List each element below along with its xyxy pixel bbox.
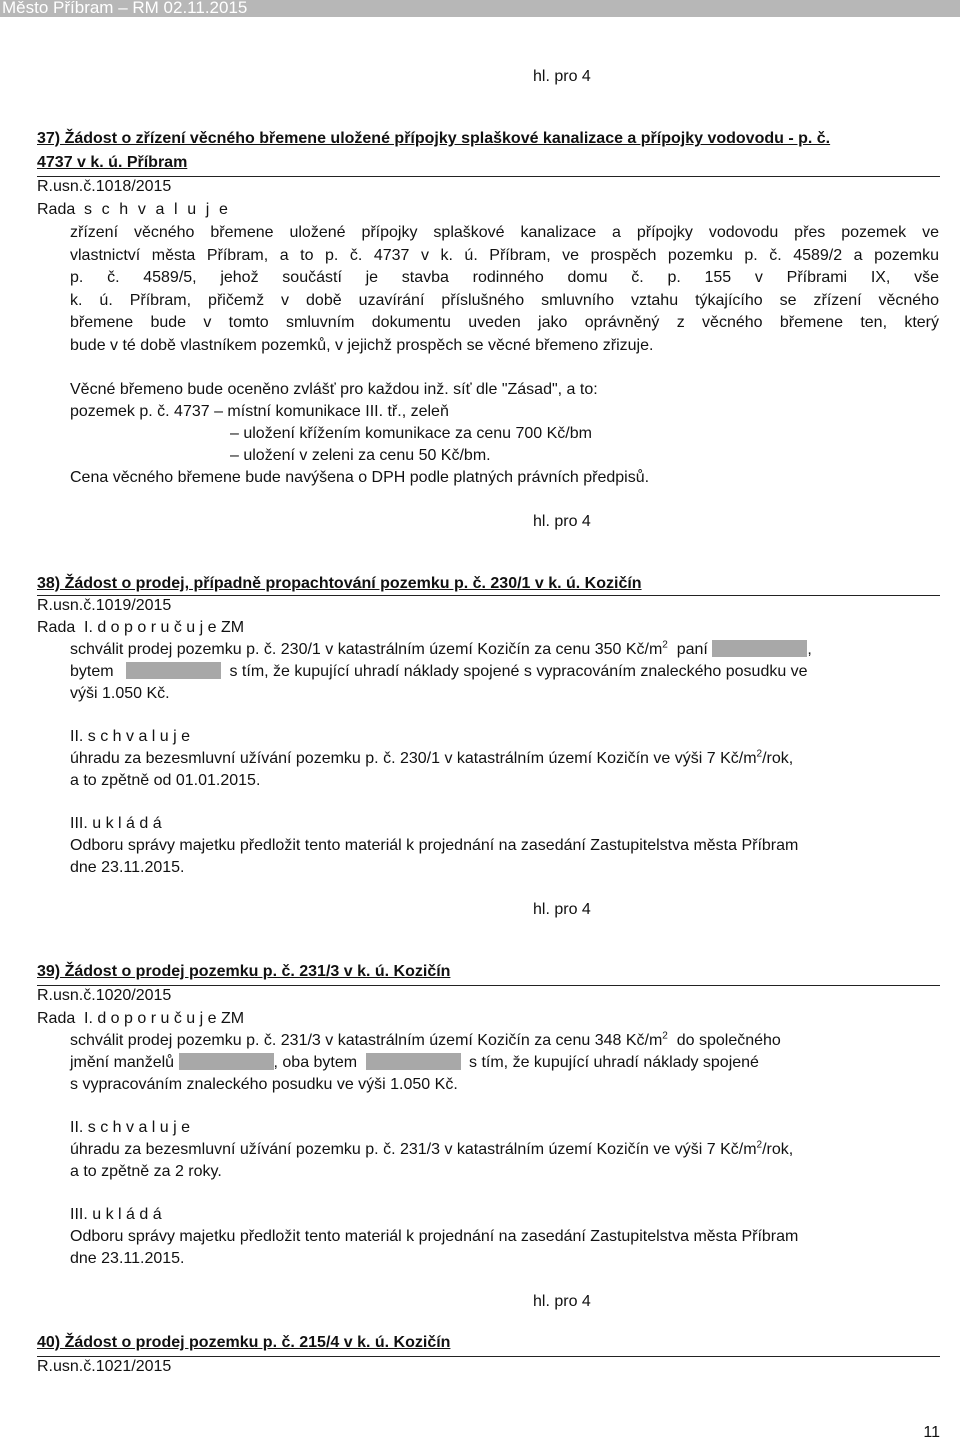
item-37-valuation: – uložení křížením komunikace za cenu 700 Kč/bm	[230, 425, 592, 442]
item-39-part3-line2: dne 23.11.2015.	[70, 1250, 185, 1267]
council-label: Rada	[37, 619, 76, 636]
item-39-part3-line1: Odboru správy majetku předložit tento materiál k projednání na zasedání Zastupitelstva města Příbram	[70, 1228, 799, 1245]
council-label: Rada	[37, 201, 76, 218]
item-37-body-line: břemene bude v tomto smluvním dokumentu uveden jako oprávněný z věcného břemene ten, který	[70, 314, 939, 331]
item-38-resolution-no: R.usn.č.1019/2015	[37, 597, 172, 614]
vote-result: hl. pro 4	[533, 513, 591, 530]
item-38-part3-line1: Odboru správy majetku předložit tento materiál k projednání na zasedání Zastupitelstva města Příbram	[70, 837, 799, 854]
item-37-verb: s c h v a l u j e	[84, 201, 231, 218]
item-37-title-line1: 37) Žádost o zřízení věcného břemene uložené přípojky splaškové kanalizace a přípojky vodovodu - p. č.	[37, 130, 831, 147]
item-37-valuation: pozemek p. č. 4737 – místní komunikace III. tř., zeleň	[70, 403, 449, 420]
item-39-part1-line2: jmění manželů , oba bytem s tím, že kupující uhradí náklady spojené	[70, 1054, 759, 1071]
item-37-body-line: p. č. 4589/5, jehož součástí je stavba rodinného domu č. p. 155 v Příbrami IX, vše	[70, 269, 939, 286]
council-label: Rada	[37, 1010, 76, 1027]
section-rule	[37, 1356, 940, 1357]
redacted-address	[366, 1053, 461, 1070]
item-37-valuation: – uložení v zeleni za cenu 50 Kč/bm.	[230, 447, 491, 464]
redacted-name	[712, 640, 807, 657]
item-37-body-line: k. ú. Příbram, přičemž v době uzavírání příslušného smluvního vztahu týkajícího se zřízení věcného	[70, 292, 939, 309]
item-39-part1-line1: schválit prodej pozemku p. č. 231/3 v katastrálním území Kozičín za cenu 348 $Kč/m^2$ do společného	[70, 1030, 781, 1049]
vote-result: hl. pro 4	[533, 68, 591, 85]
item-38-part1-line1: schválit prodej pozemku p. č. 230/1 v katastrálním území Kozičín za cenu 350 $Kč/m^2$ paní ,	[70, 639, 812, 658]
item-38-title: 38) Žádost o prodej, případně propachtování pozemku p. č. 230/1 v k. ú. Kozičín	[37, 575, 642, 592]
item-39-title: 39) Žádost o prodej pozemku p. č. 231/3 v k. ú. Kozičín	[37, 963, 451, 980]
item-37-title-line2: 4737 v k. ú. Příbram	[37, 154, 188, 171]
item-39-part1-line3: s vypracováním znaleckého posudku ve výši 1.050 Kč.	[70, 1076, 458, 1093]
item-37-body-line: bude v té době vlastníkem pozemků, v jejichž prospěch se věcné břemeno zřizuje.	[70, 337, 654, 354]
item-40-title: 40) Žádost o prodej pozemku p. č. 215/4 v k. ú. Kozičín	[37, 1334, 451, 1351]
vote-result: hl. pro 4	[533, 1293, 591, 1310]
section-rule	[37, 176, 940, 177]
item-37-resolution-no: R.usn.č.1018/2015	[37, 178, 172, 195]
item-38-part2-line2: a to zpětně od 01.01.2015.	[70, 772, 261, 789]
item-38-part3-line2: dne 23.11.2015.	[70, 859, 185, 876]
header-title: Město Příbram – RM 02.11.2015	[2, 0, 248, 17]
item-38-part1-line2: bytem s tím, že kupující uhradí náklady spojené s vypracováním znaleckého posudku ve	[70, 663, 808, 680]
section-rule	[37, 595, 940, 596]
item-37-body-line: vlastnictví města Příbram, a to p. č. 4737 v k. ú. Příbram, ve prospěch pozemku p. č. 4589/2 a pozemku	[70, 247, 939, 264]
item-39-resolution-no: R.usn.č.1020/2015	[37, 987, 172, 1004]
page-header	[0, 0, 960, 20]
item-37-valuation: Cena věcného břemene bude navýšena o DPH podle platných právních předpisů.	[70, 469, 650, 486]
item-38-part2-line1: úhradu za bezesmluvní užívání pozemku p. č. 230/1 v katastrálním území Kozičín ve výši 7 $Kč/m^2$/rok,	[70, 748, 794, 767]
redacted-names	[179, 1053, 274, 1070]
section-rule	[37, 985, 940, 986]
redacted-address	[126, 662, 221, 679]
vote-result: hl. pro 4	[533, 901, 591, 918]
item-39-part2-label: II. s c h v a l u j e	[70, 1119, 191, 1136]
item-39-part1-label: I. d o p o r u č u j e ZM	[84, 1010, 245, 1027]
item-38-part2-label: II. s c h v a l u j e	[70, 728, 191, 745]
item-38-part1-label: I. d o p o r u č u j e ZM	[84, 619, 245, 636]
item-39-part3-label: III. u k l á d á	[70, 1206, 162, 1223]
page-number: 11	[923, 1424, 940, 1441]
item-39-part2-line2: a to zpětně za 2 roky.	[70, 1163, 222, 1180]
item-40-resolution-no: R.usn.č.1021/2015	[37, 1358, 172, 1375]
item-37-body-line: zřízení věcného břemene uložené přípojky splaškové kanalizace a přípojky vodovodu přes pozemek ve	[70, 224, 939, 241]
item-38-part3-label: III. u k l á d á	[70, 815, 162, 832]
item-39-part2-line1: úhradu za bezesmluvní užívání pozemku p. č. 231/3 v katastrálním území Kozičín ve výši 7 $Kč/m^2$/rok,	[70, 1139, 794, 1158]
item-38-part1-line3: výši 1.050 Kč.	[70, 685, 170, 702]
item-37-valuation: Věcné břemeno bude oceněno zvlášť pro každou inž. síť dle "Zásad", a to:	[70, 381, 598, 398]
